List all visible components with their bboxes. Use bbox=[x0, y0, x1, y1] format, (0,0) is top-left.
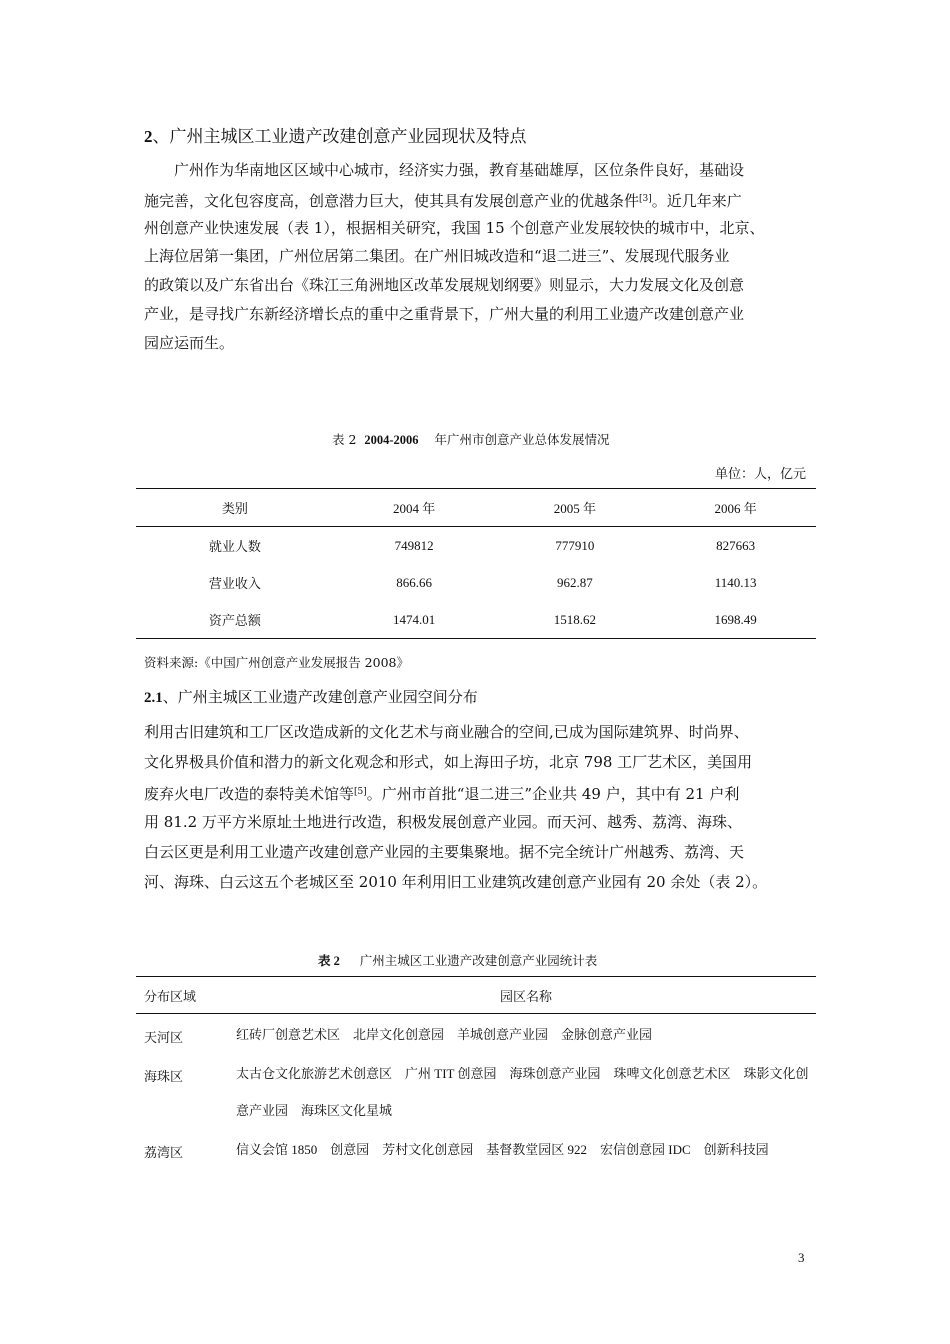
table-cell: 749812 bbox=[394, 537, 434, 553]
column-header: 园区名称 bbox=[499, 988, 552, 1004]
column-header: 2005 年 bbox=[553, 501, 596, 516]
table-row bbox=[136, 1014, 816, 1054]
table1 bbox=[136, 488, 816, 639]
table2 bbox=[136, 976, 816, 1168]
table1-unit: 单位：人，亿元 bbox=[714, 467, 806, 482]
paragraph-line: 河、海珠、白云这五个老城区至 2010 年利用旧工业建筑改建创意产业园有 20 余处（表 2）。 bbox=[144, 873, 768, 891]
table-cell: 1698.49 bbox=[714, 611, 757, 627]
column-header: 2004 年 bbox=[393, 501, 436, 516]
table-cell: 866.66 bbox=[396, 574, 433, 590]
citation-ref: [3] bbox=[639, 193, 652, 204]
paragraph-line: 施完善，文化包容度高，创意潜力巨大，使其具有发展创意产业的优越条件[3]。近几年来广 bbox=[144, 191, 742, 210]
table-row bbox=[136, 601, 816, 639]
table-row bbox=[136, 527, 816, 565]
paragraph-distribution bbox=[144, 718, 809, 898]
table-row bbox=[136, 564, 816, 601]
citation-ref: [5] bbox=[354, 787, 367, 797]
table-cell: 962.87 bbox=[557, 574, 593, 590]
paragraph-line: 园应运而生。 bbox=[144, 333, 235, 352]
table2-caption: 表 2 广州主城区工业遗产改建创意产业园统计表 bbox=[318, 953, 598, 968]
paragraph-line: 产业，是寻找广东新经济增长点的重中之重背景下，广州大量的利用工业遗产改建创意产业 bbox=[144, 304, 745, 323]
district-cell: 荔湾区 bbox=[144, 1145, 184, 1160]
subsection-heading bbox=[144, 686, 478, 707]
table-cell: 资产总额 bbox=[208, 613, 261, 628]
page-number: 3 bbox=[798, 1250, 805, 1265]
table-cell: 1140.13 bbox=[714, 574, 757, 590]
paragraph-line: 废弃火电厂改造的泰特美术馆等[5]。广州市首批“退二进三”企业共 49 户，其中有 21 户利 bbox=[144, 785, 740, 803]
table-cell: 1518.62 bbox=[553, 611, 596, 627]
table-cell: 777910 bbox=[555, 537, 595, 553]
paragraph-line: 广州作为华南地区区域中心城市，经济实力强，教育基础雄厚，区位条件良好，基础设 bbox=[174, 161, 745, 179]
subsection-title: 、广州主城区工业遗产改建创意产业园空间分布 bbox=[162, 688, 478, 706]
parks-cell: 红砖厂创意艺术区 北岸文化创意园 羊城创意产业园 金脉创意产业园 bbox=[236, 1027, 653, 1042]
paragraph-line: 上海位居第一集团，广州位居第二集团。在广州旧城改造和“退二进三”、发展现代服务业 bbox=[144, 247, 730, 266]
paragraph-line: 的政策以及广东省出台《珠江三角洲地区改革发展规划纲要》则显示，大力发展文化及创意 bbox=[144, 276, 745, 295]
paragraph-line: 用 81.2 万平方米原址土地进行改造，积极发展创意产业园。而天河、越秀、荔湾、海珠、 bbox=[144, 813, 742, 831]
column-header: 类别 bbox=[221, 501, 248, 516]
section-number: 2 bbox=[144, 127, 153, 146]
district-cell: 天河区 bbox=[144, 1030, 184, 1045]
paragraph-line: 文化界极具价值和潜力的新文化观念和形式，如上海田子坊，北京 798 工厂艺术区，美国用 bbox=[144, 753, 753, 771]
parks-cell: 太古仓文化旅游艺术创意区 广州 TIT 创意园 海珠创意产业园 珠啤文化创意艺术区 珠影文化创意产业园 海珠区文化星城 bbox=[236, 1066, 809, 1118]
table-header-row bbox=[136, 977, 816, 1014]
paragraph-line: 白云区更是利用工业遗产改建创意产业园的主要集聚地。据不完全统计广州越秀、荔湾、天 bbox=[144, 843, 745, 861]
table-row bbox=[136, 1129, 816, 1168]
paragraph-line: 利用古旧建筑和工厂区改造成新的文化艺术与商业融合的空间,已成为国际建筑界、时尚界、 bbox=[144, 723, 749, 741]
table-cell: 就业人数 bbox=[208, 539, 261, 554]
table-row bbox=[136, 1053, 816, 1129]
paragraph-line: 州创意产业快速发展（表 1），根据相关研究，我国 15 个创意产业发展较快的城市中，北京、 bbox=[144, 218, 765, 237]
subsection-number: 2.1 bbox=[144, 690, 163, 706]
district-cell: 海珠区 bbox=[144, 1069, 184, 1084]
table-header-row bbox=[136, 489, 816, 527]
table-cell: 营业收入 bbox=[208, 576, 261, 591]
table1-source: 资料来源:《中国广州创意产业发展报告 2008》 bbox=[144, 655, 409, 670]
table-cell: 1474.01 bbox=[393, 611, 436, 627]
parks-cell: 信义会馆 1850 创意园 芳村文化创意园 基督教堂园区 922 宏信创意园 IDC 创新科技园 bbox=[236, 1142, 769, 1157]
table1-caption: 表 2 2004-2006 年广州市创意产业总体发展情况 bbox=[332, 432, 610, 447]
paragraph-intro bbox=[144, 156, 809, 358]
section-title: 、广州主城区工业遗产改建创意产业园现状及特点 bbox=[152, 127, 527, 147]
section-heading bbox=[144, 122, 527, 147]
table-cell: 827663 bbox=[716, 537, 756, 553]
column-header: 分布区域 bbox=[144, 988, 197, 1004]
column-header: 2006 年 bbox=[714, 501, 757, 516]
